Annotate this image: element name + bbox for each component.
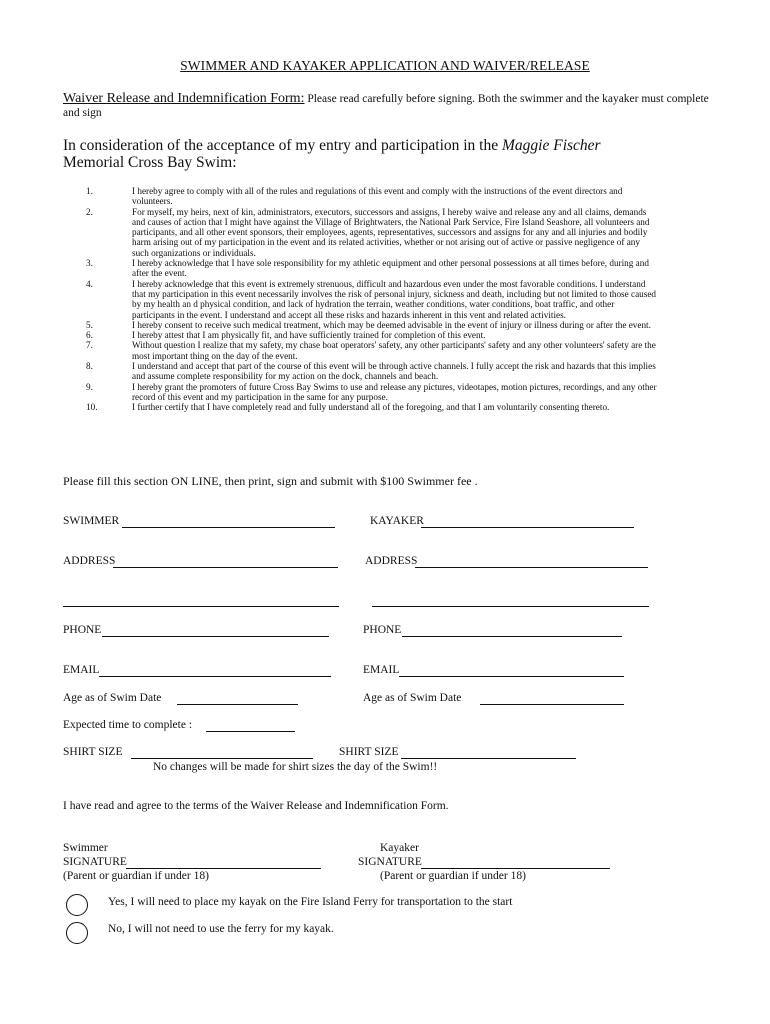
- list-item: [84, 382, 659, 403]
- kayaker-shirt-size-field[interactable]: [401, 758, 576, 759]
- clause-number: 10.: [86, 402, 98, 413]
- swimmer-signature-label: SIGNATURE: [63, 856, 127, 868]
- agreement-statement: I have read and agree to the terms of the Waiver Release and Indemnification Form.: [63, 800, 449, 812]
- clause-number: 6.: [86, 330, 93, 341]
- kayaker-signature-field[interactable]: [421, 868, 610, 869]
- kayaker-phone-label: PHONE: [363, 624, 402, 636]
- online-instructions: Please fill this section ON LINE, then print, sign and submit with $100 Swimmer fee .: [63, 474, 478, 488]
- swimmer-name-field[interactable]: [122, 527, 335, 528]
- consideration-statement: [63, 137, 723, 171]
- clause-number: 9.: [86, 381, 93, 392]
- swimmer-phone-label: PHONE: [63, 624, 102, 636]
- list-item: [84, 361, 659, 382]
- clause-number: 4.: [86, 278, 93, 289]
- clause-text: I hereby consent to receive such medical treatment, which may be deemed advisable in the event of injury or illness during or after the event.: [132, 319, 651, 330]
- kayaker-address-field[interactable]: [415, 567, 648, 568]
- expected-time-field[interactable]: [206, 731, 295, 732]
- clause-text: I understand and accept that part of the course of this event will be through active channels. I fully accept the risk and hazards that this implies and assume complete responsibility for my action on the dock, channels and beach.: [132, 361, 656, 382]
- swimmer-address-field[interactable]: [113, 567, 338, 568]
- list-item: [84, 330, 659, 340]
- clause-number: 8.: [86, 361, 93, 372]
- event-name: Maggie Fischer: [502, 137, 601, 154]
- kayaker-signature-label: SIGNATURE: [358, 856, 422, 868]
- waiver-clauses: [84, 186, 659, 413]
- kayaker-shirt-size-label: SHIRT SIZE: [339, 746, 399, 758]
- kayaker-email-label: EMAIL: [363, 664, 400, 676]
- kayaker-guardian-note: (Parent or guardian if under 18): [380, 870, 526, 882]
- shirt-size-note: No changes will be made for shirt sizes the day of the Swim!!: [153, 761, 438, 773]
- swimmer-phone-field[interactable]: [102, 636, 329, 637]
- clause-number: 3.: [86, 258, 93, 269]
- swimmer-signature-title: Swimmer: [63, 842, 108, 854]
- clause-number: 1.: [86, 186, 93, 196]
- clause-number: 7.: [86, 340, 93, 351]
- list-item: [84, 402, 659, 412]
- swimmer-shirt-size-field[interactable]: [131, 758, 313, 759]
- clause-text: I hereby attest that I am physically fit, and have sufficiently trained for completion of this event.: [132, 330, 486, 341]
- ferry-yes-radio[interactable]: [66, 894, 88, 916]
- kayaker-address-label: ADDRESS: [365, 555, 418, 567]
- kayaker-signature-title: Kayaker: [380, 842, 419, 854]
- clause-text: I hereby acknowledge that I have sole responsibility for my athletic equipment and other personal possessions at all times before, during and after the event.: [132, 258, 649, 279]
- swimmer-label: SWIMMER: [63, 515, 120, 527]
- swimmer-shirt-size-label: SHIRT SIZE: [63, 746, 123, 758]
- kayaker-address-line-2[interactable]: [372, 606, 649, 607]
- clause-text: I hereby agree to comply with all of the rules and regulations of this event and comply with the instructions of the event directors and volunteers.: [132, 186, 623, 207]
- kayaker-phone-field[interactable]: [402, 636, 622, 637]
- consideration-suffix: Memorial Cross Bay Swim:: [63, 154, 237, 171]
- swimmer-age-label: Age as of Swim Date: [63, 692, 162, 704]
- list-item: [84, 279, 659, 320]
- clause-text: I hereby acknowledge that this event is extremely strenuous, difficult and hazardous even under the most favorable conditions. I understand that my participation in this event necessarily involves the risk of personal injury, sickness and death, including but not limited to those caused by my health an d physical condition, and lack of hydration the terrain, weather conditions, water conditions, boat traffic, and other participants in the event. I understand and accept all these risks and hazards inherent in this vent and related activities.: [132, 278, 657, 320]
- list-item: [84, 186, 659, 207]
- list-item: [84, 340, 659, 361]
- clause-text: I further certify that I have completely read and fully understand all of the foregoing, and that I am voluntarily consenting thereto.: [132, 402, 610, 413]
- list-item: [84, 207, 659, 258]
- swimmer-signature-field[interactable]: [126, 868, 321, 869]
- ferry-no-label: No, I will not need to use the ferry for my kayak.: [108, 923, 334, 935]
- kayaker-email-field[interactable]: [399, 676, 624, 677]
- swimmer-email-label: EMAIL: [63, 664, 100, 676]
- swimmer-guardian-note: (Parent or guardian if under 18): [63, 870, 209, 882]
- swimmer-email-field[interactable]: [99, 676, 331, 677]
- clause-text: I hereby grant the promoters of future Cross Bay Swims to use and release any pictures, videotapes, motion pictures, recordings, and any other record of this event and my participation in the same for any purpose.: [132, 381, 657, 402]
- kayaker-age-label: Age as of Swim Date: [363, 692, 462, 704]
- ferry-no-radio[interactable]: [66, 922, 88, 944]
- form-name: Waiver Release and Indemnification Form:: [63, 91, 305, 106]
- kayaker-age-field[interactable]: [480, 704, 624, 705]
- clause-number: 5.: [86, 319, 93, 330]
- swimmer-address-line-2[interactable]: [63, 606, 339, 607]
- clause-text: Without question I realize that my safety, my chase boat operators' safety, any other participants' safety and any other volunteers' safety are the most important thing on the day of the event.: [132, 340, 656, 361]
- intro-paragraph: [63, 92, 723, 120]
- ferry-yes-label: Yes, I will need to place my kayak on the Fire Island Ferry for transportation to the start: [108, 896, 513, 908]
- expected-time-label: Expected time to complete :: [63, 719, 193, 731]
- swimmer-address-label: ADDRESS: [63, 555, 116, 567]
- kayaker-name-field[interactable]: [421, 527, 634, 528]
- clause-text: For myself, my heirs, next of kin, administrators, executors, successors and assigns, I hereby waive and release any and all claims, demands and causes of action that I might have against the Village of Brightwaters, the National Park Service, Fire Island Seashore, all volunteers and participants, and all other event sponsors, their employees, agents, representatives, successors and assigns for any and all injuries and bodily harm arising out of my participation in the event and its related activities, whether or not arising out of active or passive negligence of any such organizations or individuals.: [132, 206, 650, 258]
- swimmer-age-field[interactable]: [177, 704, 298, 705]
- intro-text: Please read carefully before signing. Both the swimmer and the kayaker must complete and sign: [63, 93, 709, 119]
- list-item: [84, 258, 659, 279]
- clause-number: 2.: [86, 206, 93, 217]
- consideration-prefix: In consideration of the acceptance of my entry and participation in the: [63, 137, 499, 154]
- list-item: [84, 320, 659, 330]
- kayaker-label: KAYAKER: [370, 515, 424, 527]
- document-title: SWIMMER AND KAYAKER APPLICATION AND WAIVER/RELEASE: [180, 58, 590, 73]
